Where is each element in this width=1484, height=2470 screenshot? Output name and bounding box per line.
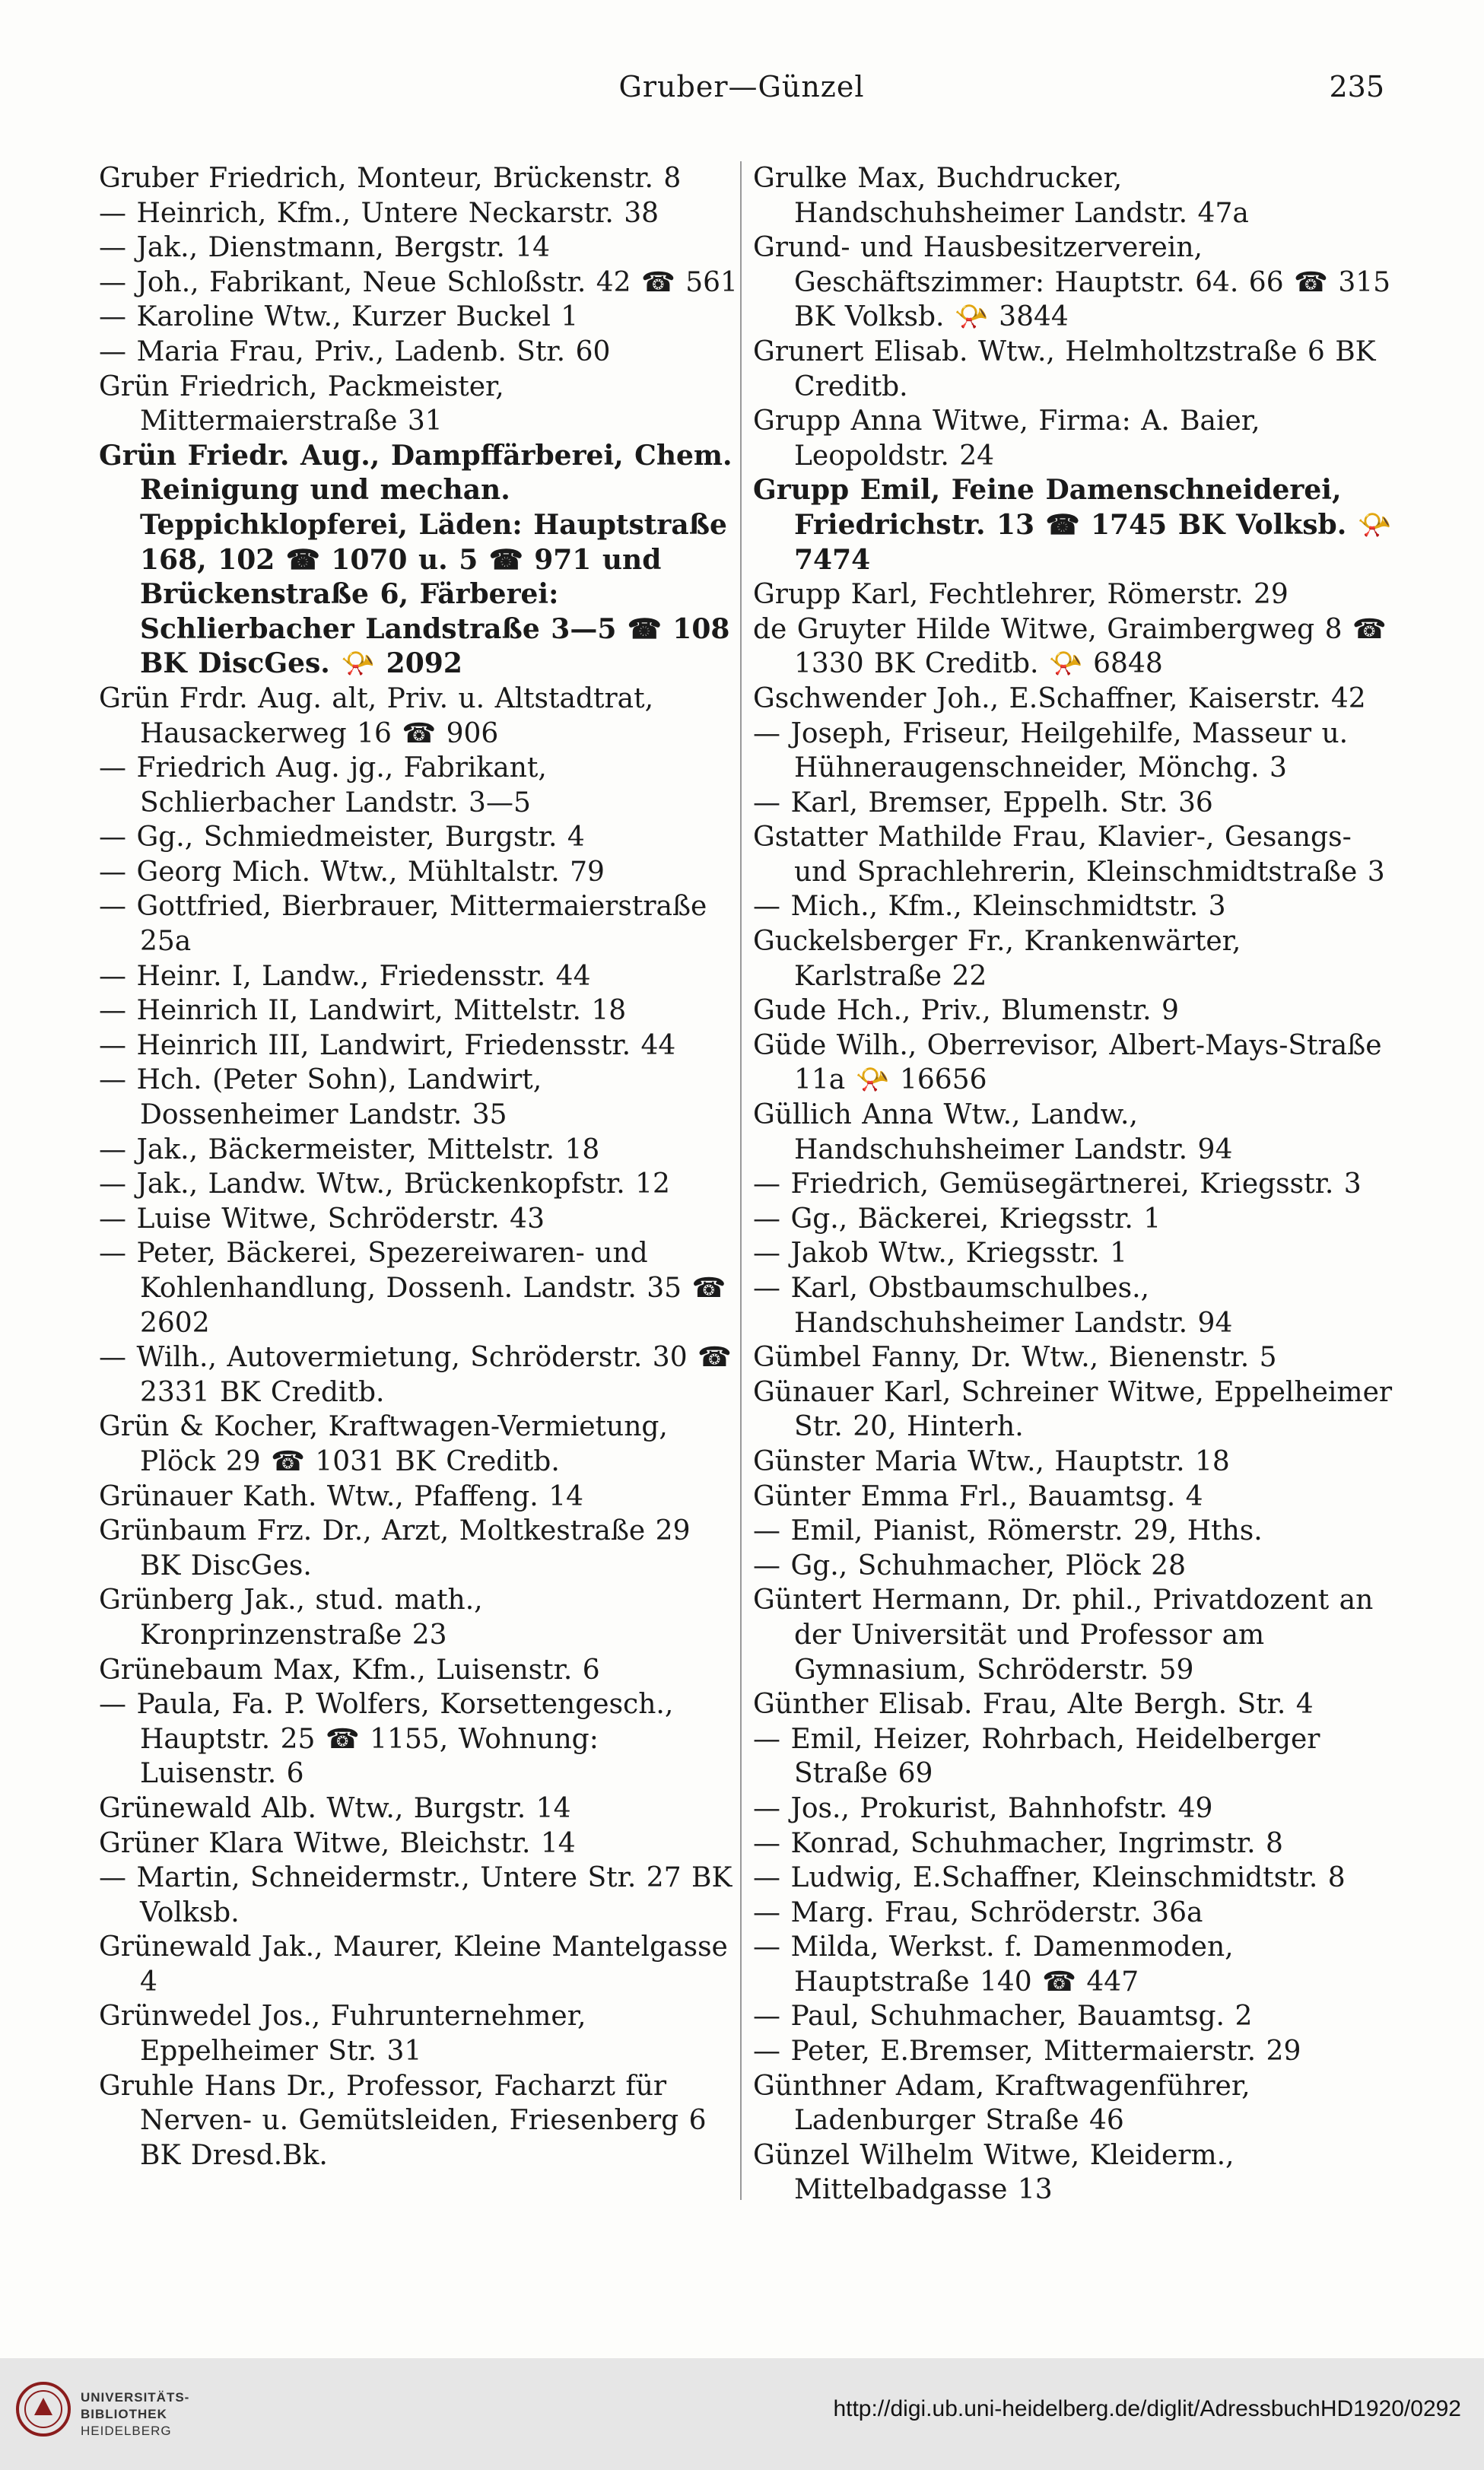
directory-entry: Grulke Max, Buchdrucker, Handschuhsheimer Landstr. 47a	[753, 163, 1249, 229]
directory-entry: — Heinrich III, Landwirt, Friedensstr. 44	[99, 1029, 676, 1061]
directory-entry: — Joh., Fabrikant, Neue Schloßstr. 42 ☎ 561	[99, 266, 738, 298]
directory-entry: Grünewald Alb. Wtw., Burgstr. 14	[99, 1792, 571, 1824]
directory-entry: Grünewald Jak., Maurer, Kleine Mantelgasse 4	[99, 1931, 728, 1998]
logo-text-line2: BIBLIOTHEK	[81, 2407, 167, 2421]
directory-entry: Güde Wilh., Oberrevisor, Albert-Mays-Straße 11a 📯 16656	[753, 1029, 1382, 1096]
seal-icon	[15, 2381, 71, 2437]
directory-entry: Grün Friedr. Aug., Dampffärberei, Chem. Reinigung und mechan. Teppichklopferei, Läden: Hauptstraße 168, 102 ☎ 1070 u. 5 ☎ 971 und Brückenstraße 6, Färberei: Schlierbacher Landstraße 3—5 ☎ 108 BK DiscGes. 📯 2092	[99, 439, 732, 680]
directory-entry: Grund- und Hausbesitzerverein, Geschäftszimmer: Hauptstr. 64. 66 ☎ 315 BK Volksb. 📯 3844	[753, 232, 1391, 333]
directory-entry: — Marg. Frau, Schröderstr. 36a	[753, 1896, 1203, 1928]
directory-entry: Gude Hch., Priv., Blumenstr. 9	[753, 995, 1179, 1027]
directory-entry: — Jak., Landw. Wtw., Brückenkopfstr. 12	[99, 1168, 670, 1200]
directory-entry: Grünebaum Max, Kfm., Luisenstr. 6	[99, 1654, 600, 1686]
directory-entry: Grünberg Jak., stud. math., Kronprinzenstraße 23	[99, 1585, 483, 1651]
directory-entry: Guckelsberger Fr., Krankenwärter, Karlstraße 22	[753, 926, 1241, 992]
directory-entry: — Jak., Dienstmann, Bergstr. 14	[99, 232, 551, 264]
directory-entry: Gruhle Hans Dr., Professor, Facharzt für Nerven- u. Gemütsleiden, Friesenberg 6 BK Dresd.Bk.	[99, 2070, 707, 2171]
directory-entry: — Jos., Prokurist, Bahnhofstr. 49	[753, 1792, 1213, 1824]
directory-entry: Günster Maria Wtw., Hauptstr. 18	[753, 1445, 1230, 1477]
directory-entry: — Joseph, Friseur, Heilgehilfe, Masseur u. Hühneraugenschneider, Mönchg. 3	[753, 717, 1349, 784]
directory-entry: Gstatter Mathilde Frau, Klavier-, Gesangs- und Sprachlehrerin, Kleinschmidtstraße 3	[753, 822, 1385, 888]
directory-entry: — Luise Witwe, Schröderstr. 43	[99, 1203, 545, 1235]
logo-text-line1: UNIVERSITÄTS-	[81, 2390, 190, 2405]
footer-bar	[0, 2358, 1484, 2470]
directory-entry: — Georg Mich. Wtw., Mühltalstr. 79	[99, 856, 605, 888]
directory-entry: Grünauer Kath. Wtw., Pfaffeng. 14	[99, 1480, 583, 1512]
directory-entry: Grün Friedrich, Packmeister, Mittermaierstraße 31	[99, 370, 504, 437]
right-column	[753, 161, 1393, 2208]
directory-entry: — Milda, Werkst. f. Damenmoden, Hauptstraße 140 ☎ 447	[753, 1931, 1234, 1998]
directory-entry: Güllich Anna Wtw., Landw., Handschuhsheimer Landstr. 94	[753, 1099, 1233, 1165]
directory-entry: Grün Frdr. Aug. alt, Priv. u. Altstadtrat, Hausackerweg 16 ☎ 906	[99, 682, 654, 749]
directory-entry: — Peter, E.Bremser, Mittermaierstr. 29	[753, 2036, 1301, 2068]
directory-entry: — Heinr. I, Landw., Friedensstr. 44	[99, 960, 591, 992]
directory-entry: Günther Elisab. Frau, Alte Bergh. Str. 4	[753, 1689, 1314, 1721]
directory-entry: — Jak., Bäckermeister, Mittelstr. 18	[99, 1133, 600, 1165]
directory-entry: Grunert Elisab. Wtw., Helmholtzstraße 6 BK Creditb.	[753, 335, 1376, 402]
directory-entry: — Ludwig, E.Schaffner, Kleinschmidtstr. 8	[753, 1862, 1346, 1894]
directory-entry: Grupp Emil, Feine Damenschneiderei, Friedrichstr. 13 ☎ 1745 BK Volksb. 📯 7474	[753, 474, 1392, 576]
directory-entry: Grupp Anna Witwe, Firma: A. Baier, Leopoldstr. 24	[753, 405, 1260, 472]
directory-entry: — Martin, Schneidermstr., Untere Str. 27 BK Volksb.	[99, 1862, 732, 1928]
directory-entry: — Karl, Bremser, Eppelh. Str. 36	[753, 787, 1213, 819]
logo-text-line3: HEIDELBERG	[81, 2424, 172, 2438]
directory-entry: — Karl, Obstbaumschulbes., Handschuhsheimer Landstr. 94	[753, 1273, 1233, 1339]
directory-entry: — Hch. (Peter Sohn), Landwirt, Dossenheimer Landstr. 35	[99, 1064, 542, 1131]
directory-entry: — Karoline Wtw., Kurzer Buckel 1	[99, 301, 579, 333]
directory-entry: — Peter, Bäckerei, Spezereiwaren- und Kohlenhandlung, Dossenh. Landstr. 35 ☎ 2602	[99, 1238, 726, 1339]
directory-entry: — Maria Frau, Priv., Ladenb. Str. 60	[99, 335, 611, 367]
directory-entry: — Gg., Schuhmacher, Plöck 28	[753, 1550, 1186, 1581]
source-url-link[interactable]: http://digi.ub.uni-heidelberg.de/diglit/AdressbuchHD1920/0292	[833, 2396, 1461, 2421]
directory-entry: Grünwedel Jos., Fuhrunternehmer, Eppelheimer Str. 31	[99, 2001, 586, 2068]
directory-entry: — Friedrich Aug. jg., Fabrikant, Schlierbacher Landstr. 3—5	[99, 752, 547, 819]
directory-entry: — Jakob Wtw., Kriegsstr. 1	[753, 1238, 1128, 1270]
directory-entry: Günauer Karl, Schreiner Witwe, Eppelheimer Str. 20, Hinterh.	[753, 1376, 1393, 1443]
column-divider	[740, 161, 742, 2200]
directory-entry: — Heinrich II, Landwirt, Mittelstr. 18	[99, 995, 627, 1027]
directory-entry: de Gruyter Hilde Witwe, Graimbergweg 8 ☎ 1330 BK Creditb. 📯 6848	[753, 613, 1387, 680]
directory-entry: Grünbaum Frz. Dr., Arzt, Moltkestraße 29 BK DiscGes.	[99, 1515, 691, 1581]
page-header	[99, 70, 1384, 116]
directory-entry: — Paul, Schuhmacher, Bauamtsg. 2	[753, 2001, 1253, 2033]
running-head: Gruber—Günzel	[618, 70, 865, 103]
directory-entry: — Gg., Schmiedmeister, Burgstr. 4	[99, 822, 585, 854]
directory-entry: — Gg., Bäckerei, Kriegsstr. 1	[753, 1203, 1161, 1235]
directory-entry: Gruber Friedrich, Monteur, Brückenstr. 8	[99, 163, 682, 194]
directory-entry: — Emil, Heizer, Rohrbach, Heidelberger Straße 69	[753, 1723, 1320, 1790]
directory-entry: — Paula, Fa. P. Wolfers, Korsettengesch., Hauptstr. 25 ☎ 1155, Wohnung: Luisenstr. 6	[99, 1689, 674, 1790]
directory-entry: Günthner Adam, Kraftwagenführer, Ladenburger Straße 46	[753, 2070, 1250, 2137]
directory-entry: — Konrad, Schuhmacher, Ingrimstr. 8	[753, 1827, 1283, 1859]
directory-entry: Gschwender Joh., E.Schaffner, Kaiserstr. 42	[753, 682, 1366, 714]
page-number: 235	[1329, 70, 1384, 103]
left-column	[99, 161, 739, 2173]
directory-entry: — Emil, Pianist, Römerstr. 29, Hths.	[753, 1515, 1263, 1547]
directory-entry: — Gottfried, Bierbrauer, Mittermaierstraße 25a	[99, 891, 707, 958]
directory-entry: Grupp Karl, Fechtlehrer, Römerstr. 29	[753, 579, 1289, 611]
directory-entry: Günter Emma Frl., Bauamtsg. 4	[753, 1480, 1203, 1512]
library-logo	[15, 2373, 213, 2457]
directory-entry: Güntert Hermann, Dr. phil., Privatdozent an der Universität und Professor am Gymnasium, Schröderstr. 59	[753, 1585, 1374, 1686]
directory-entry: — Heinrich, Kfm., Untere Neckarstr. 38	[99, 197, 659, 229]
directory-entry: — Wilh., Autovermietung, Schröderstr. 30 ☎ 2331 BK Creditb.	[99, 1342, 732, 1408]
directory-entry: — Mich., Kfm., Kleinschmidtstr. 3	[753, 891, 1226, 923]
directory-entry: Günzel Wilhelm Witwe, Kleiderm., Mittelbadgasse 13	[753, 2139, 1235, 2206]
directory-entry: Gümbel Fanny, Dr. Wtw., Bienenstr. 5	[753, 1342, 1277, 1374]
directory-entry: Grüner Klara Witwe, Bleichstr. 14	[99, 1827, 576, 1859]
directory-entry: Grün & Kocher, Kraftwagen-Vermietung, Plöck 29 ☎ 1031 BK Creditb.	[99, 1411, 668, 1477]
directory-entry: — Friedrich, Gemüsegärtnerei, Kriegsstr. 3	[753, 1168, 1362, 1200]
